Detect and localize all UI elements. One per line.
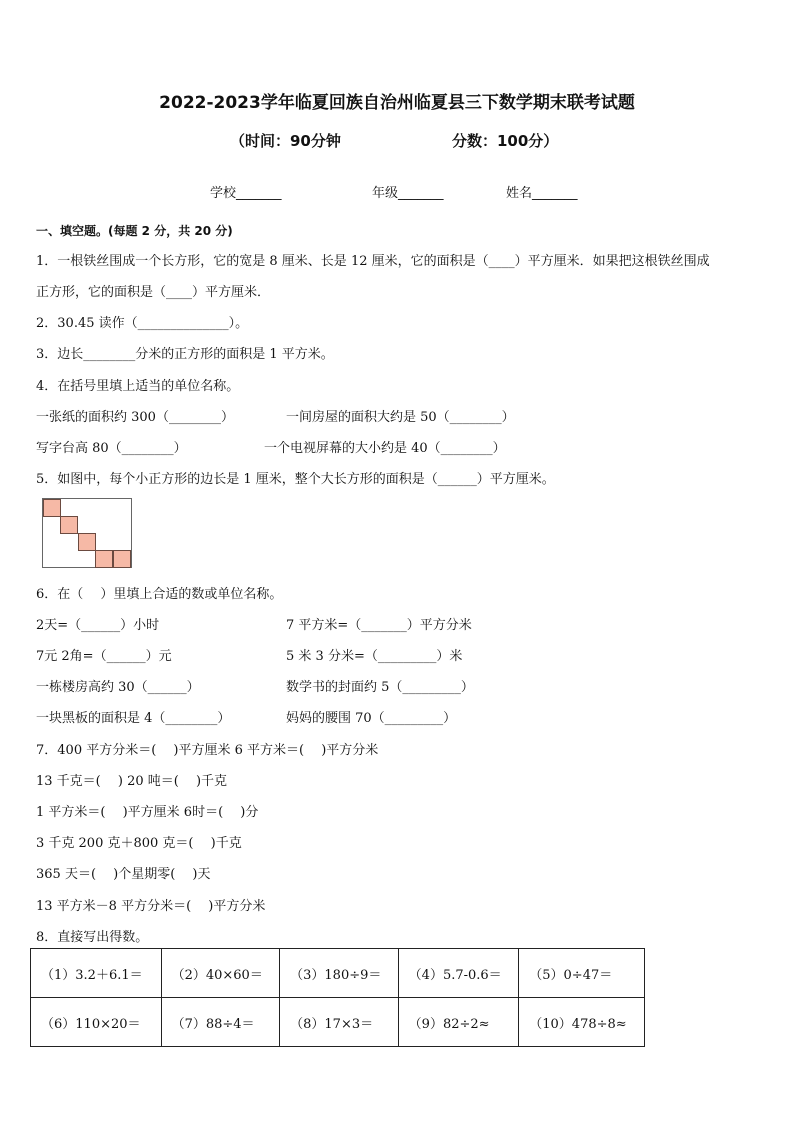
question-6: 6．在（ ）里填上合适的数或单位名称。 (36, 587, 283, 602)
question-7-b: 13 千克＝( ) 20 吨＝( )千克 (36, 774, 228, 789)
exam-score: 分数：100分） (452, 132, 559, 150)
table-row (31, 949, 645, 998)
question-4-b: 一间房屋的面积大约是 50（________） (286, 410, 515, 425)
figure-square (60, 516, 78, 534)
rectangle-figure (42, 498, 132, 568)
question-1-line-1: 1．一根铁丝围成一个长方形，它的宽是 8 厘米、长是 12 厘米，它的面积是（____）平方厘米．如果把这根铁丝围成 (36, 254, 710, 269)
grade-field: 年级_______ (372, 186, 444, 201)
question-7-a: 7．400 平方分米＝( )平方厘米 6 平方米＝( )平方分米 (36, 743, 379, 758)
question-2: 2．30.45 读作（______________）。 (36, 316, 249, 331)
calculation-table (30, 948, 645, 1047)
question-4-a: 一张纸的面积约 300（________） (36, 410, 234, 425)
question-6-d: 5 米 3 分米=（_________）米 (286, 649, 463, 664)
school-field: 学校_______ (210, 186, 282, 201)
figure-square (113, 550, 131, 568)
question-4-d: 一个电视屏幕的大小约是 40（________） (264, 441, 506, 456)
question-8: 8．直接写出得数。 (36, 930, 149, 945)
question-7-c: 1 平方米＝( )平方厘米 6时＝( )分 (36, 805, 259, 820)
question-7-d: 3 千克 200 克＋800 克＝( )千克 (36, 836, 242, 851)
question-4: 4．在括号里填上适当的单位名称。 (36, 379, 240, 394)
table-row (31, 998, 645, 1047)
calc-cell: （3）180÷9＝ (280, 949, 399, 998)
page-title: 2022-2023学年临夏回族自治州临夏县三下数学期末联考试题 (159, 93, 635, 113)
question-6-f: 数学书的封面约 5（_________） (286, 680, 474, 695)
calc-cell: （8）17×3＝ (280, 998, 399, 1047)
calc-cell: （4）5.7-0.6＝ (398, 949, 519, 998)
figure-square (95, 550, 113, 568)
calc-cell: （2）40×60＝ (161, 949, 280, 998)
calc-cell: （5）0÷47＝ (519, 949, 645, 998)
question-6-b: 7 平方米=（_______）平方分米 (286, 618, 472, 633)
figure-square (78, 533, 96, 551)
calc-cell: （10）478÷8≈ (519, 998, 645, 1047)
question-1-line-2: 正方形，它的面积是（____）平方厘米． (36, 285, 271, 300)
question-6-c: 7元 2角=（______）元 (36, 649, 172, 664)
question-4-c: 写字台高 80（________） (36, 441, 187, 456)
figure-square (43, 499, 61, 517)
question-5: 5．如图中，每个小正方形的边长是 1 厘米，整个大长方形的面积是（______）平方厘米。 (36, 472, 555, 487)
exam-time: （时间：90分钟 (230, 132, 341, 150)
question-6-g: 一块黑板的面积是 4（________） (36, 711, 231, 726)
section-heading: 一、填空题。(每题 2 分，共 20 分) (36, 224, 233, 238)
question-6-h: 妈妈的腰围 70（_________） (286, 711, 457, 726)
question-3: 3．边长________分米的正方形的面积是 1 平方米。 (36, 347, 334, 362)
calc-cell: （7）88÷4＝ (161, 998, 280, 1047)
calc-cell: （6）110×20＝ (31, 998, 162, 1047)
calc-cell: （9）82÷2≈ (398, 998, 519, 1047)
calc-cell: （1）3.2＋6.1＝ (31, 949, 162, 998)
name-field: 姓名_______ (506, 186, 578, 201)
question-7-f: 13 平方米－8 平方分米＝( )平方分米 (36, 899, 266, 914)
question-6-e: 一栋楼房高约 30（______） (36, 680, 200, 695)
question-6-a: 2天=（______）小时 (36, 618, 160, 633)
question-7-e: 365 天＝( )个星期零( )天 (36, 867, 211, 882)
